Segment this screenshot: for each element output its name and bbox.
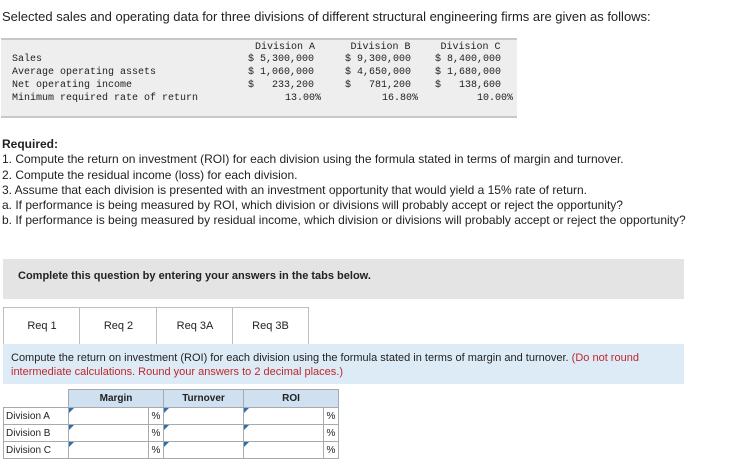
roi-input-b[interactable] xyxy=(244,425,324,442)
table-row xyxy=(4,425,339,442)
percent-sign: % xyxy=(324,425,339,442)
tab-req-3a[interactable]: Req 3A xyxy=(156,307,234,347)
cell-sales-c: $ 8,400,000 xyxy=(435,54,502,65)
turnover-input-a[interactable] xyxy=(164,408,244,425)
header-division-b: Division B xyxy=(350,42,411,53)
cell-noi-a: $ 233,200 xyxy=(248,80,315,91)
instruction-note: (Do not round intermediate calculations. Round your answers to 2 decimal places.) xyxy=(11,352,639,378)
row-label-assets: Average operating assets xyxy=(12,67,157,78)
required-line-3a: a. If performance is being measured by ROI, which division or divisions will probably accept or reject the opportunity? xyxy=(2,198,623,213)
percent-sign: % xyxy=(324,442,339,459)
cell-assets-c: $ 1,680,000 xyxy=(435,67,502,78)
header-division-a: Division A xyxy=(254,42,315,53)
header-turnover: Turnover xyxy=(164,390,244,408)
row-label-division-a: Division A xyxy=(4,408,69,425)
row-label-sales: Sales xyxy=(12,54,43,65)
complete-banner xyxy=(3,259,684,299)
required-line-2: 2. Compute the residual income (loss) for each division. xyxy=(2,167,298,182)
cell-noi-b: $ 781,200 xyxy=(345,80,412,91)
tab-req-2[interactable]: Req 2 xyxy=(79,307,158,347)
tab-req-1[interactable]: Req 1 xyxy=(3,307,81,347)
margin-input-b[interactable] xyxy=(69,425,149,442)
instruction-text xyxy=(11,352,681,379)
instruction-main: Compute the return on investment (ROI) for each division using the formula stated in terms of margin and turnover. xyxy=(11,352,569,364)
complete-banner-text: Complete this question by entering your answers in the tabs below. xyxy=(18,270,371,282)
table-row xyxy=(4,408,339,425)
turnover-input-c[interactable] xyxy=(164,442,244,459)
cell-assets-a: $ 1,060,000 xyxy=(248,67,315,78)
cell-sales-a: $ 5,300,000 xyxy=(248,54,315,65)
required-heading: Required: xyxy=(2,137,59,151)
header-margin: Margin xyxy=(69,390,164,408)
cell-noi-c: $ 138,600 xyxy=(435,80,502,91)
required-line-3b: b. If performance is being measured by residual income, which division or divisions will probably accept or reject the opportunity? xyxy=(2,213,686,228)
header-roi: ROI xyxy=(244,390,339,408)
answer-table xyxy=(3,389,339,459)
data-table xyxy=(1,38,517,118)
header-division-c: Division C xyxy=(440,42,501,53)
roi-input-a[interactable] xyxy=(244,408,324,425)
turnover-input-b[interactable] xyxy=(164,425,244,442)
cell-assets-b: $ 4,650,000 xyxy=(345,67,412,78)
answer-table-header xyxy=(4,390,339,408)
percent-sign: % xyxy=(149,408,164,425)
intro-text: Selected sales and operating data for three divisions of different structural engineering firms are given as follows: xyxy=(2,9,651,24)
instruction-panel xyxy=(3,344,684,384)
header-blank xyxy=(4,390,69,408)
tab-req-3b[interactable]: Req 3B xyxy=(232,307,309,347)
percent-sign: % xyxy=(324,408,339,425)
cell-min-return-a: 13.00% xyxy=(284,93,321,104)
percent-sign: % xyxy=(149,442,164,459)
required-section xyxy=(2,137,727,229)
cell-sales-b: $ 9,300,000 xyxy=(345,54,412,65)
percent-sign: % xyxy=(149,425,164,442)
table-row xyxy=(4,442,339,459)
required-line-1: 1. Compute the return on investment (ROI) for each division using the formula stated in terms of margin and turnover. xyxy=(2,152,624,167)
table-top-bar xyxy=(1,38,517,40)
row-label-division-b: Division B xyxy=(4,425,69,442)
cell-min-return-b: 16.80% xyxy=(381,93,418,104)
margin-input-c[interactable] xyxy=(69,442,149,459)
required-line-3: 3. Assume that each division is presented with an investment opportunity that would yield a 15% rate of return. xyxy=(2,182,587,197)
margin-input-a[interactable] xyxy=(69,408,149,425)
row-label-min-return: Minimum required rate of return xyxy=(12,93,199,104)
roi-input-c[interactable] xyxy=(244,442,324,459)
cell-min-return-c: 10.00% xyxy=(476,93,513,104)
row-label-division-c: Division C xyxy=(4,442,69,459)
row-label-noi: Net operating income xyxy=(12,80,133,91)
